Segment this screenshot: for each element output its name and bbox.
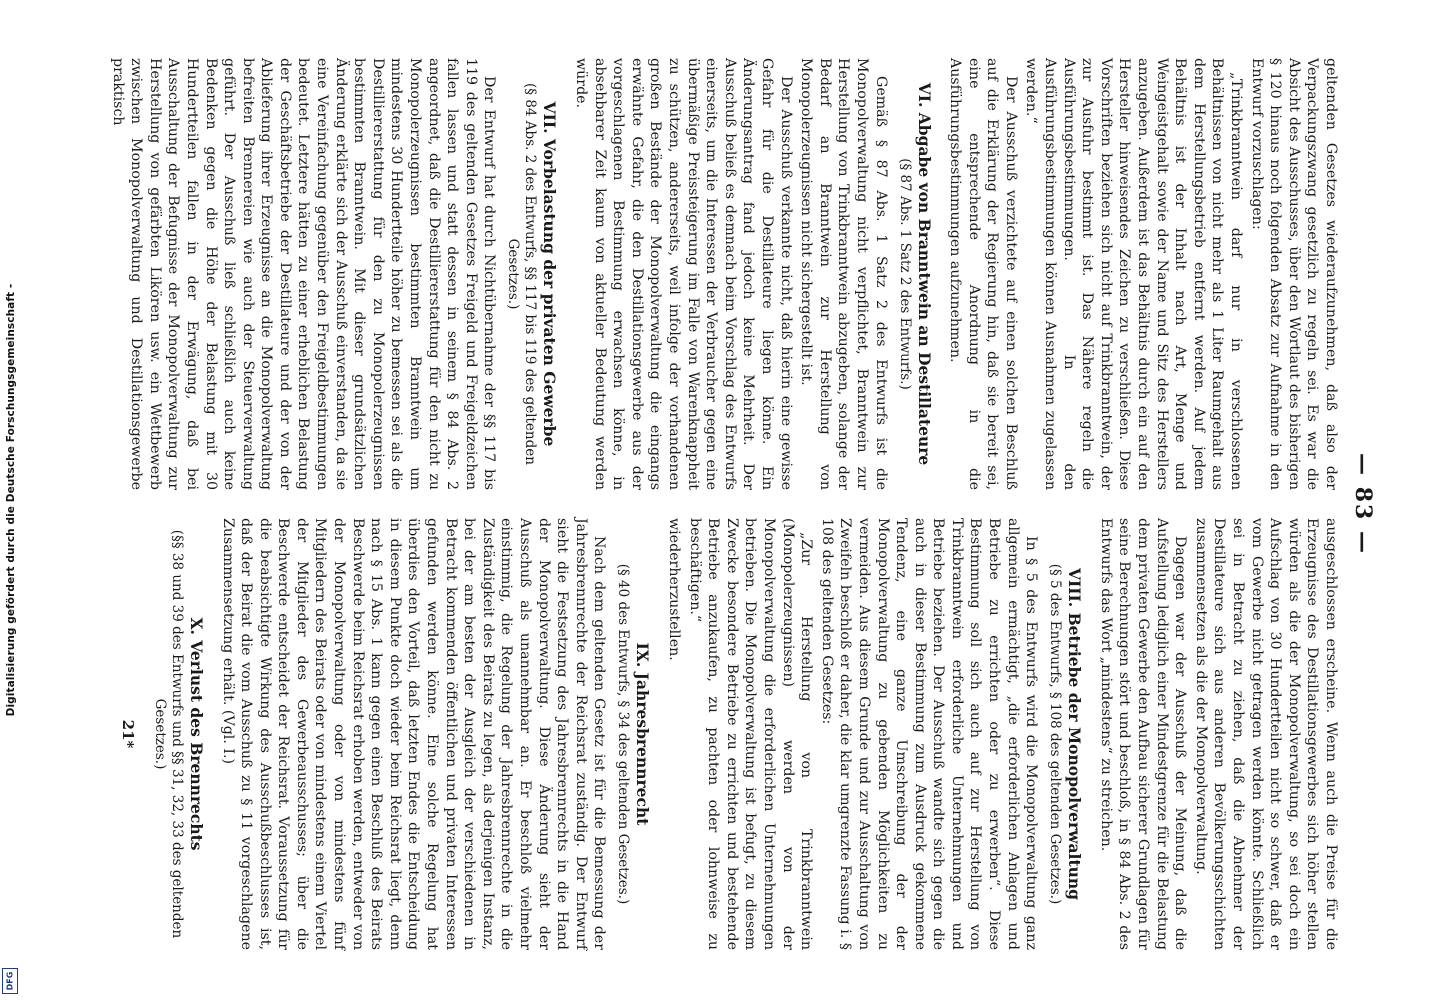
paragraph: Dagegen war der Ausschuß der Meinung, daß die Aufstellung lediglich einer Mindestgrenze für die Belastung dem privaten Gewerbe den Aufbau sicherer Grundlagen für seine Berechnungen stört und beschloß, in § 84 Abs. 2 des Entwurfs das Wort „mindestens“ zu streichen. bbox=[1097, 518, 1189, 950]
printer-signature: 21* bbox=[118, 719, 137, 749]
quote-paragraph: „Zur Herstellung von Trinkbranntwein (Monopolerzeugnissen) werden von der Monopolverwaltung die erforderlichen Unternehmungen betrieben. Die Monopolverwaltung ist befugt, zu diesem Zwecke besondere Betriebe zu errichten und bestehende Betriebe anzukaufen, zu pachten oder lohnweise zu beschäftigen.“ bbox=[686, 518, 815, 950]
section-subheading-viii: (§ 5 des Entwurfs, § 108 des geltenden Gesetzes.) bbox=[1047, 563, 1064, 905]
quote-paragraph: „Trinkbranntwein darf nur in verschlossenen Behältnissen von nicht mehr als 1 Liter Raumgehalt aus dem Herstellungsbetrieb entfernt werden. Auf jedem Behältnis ist der Inhalt nach Art, Menge und Weingeistgehalt sowie der Name und Sitz des Herstellers anzugeben. Außerdem ist das Behältnis durch ein auf den Hersteller hinweisendes Zeichen zu verschließen. Diese Vorschriften beziehen sich nicht auf Trinkbranntwein, der zur Ausfuhr bestimmt ist. Das Nähere regeln die Ausführungsbestimmungen. In den Ausführungsbestimmungen können Ausnahmen zugelassen werden.“ bbox=[1023, 58, 1245, 490]
paragraph: Gemäß § 87 Abs. 1 Satz 2 des Entwurfs ist die Monopolverwaltung nicht verpflichtet, Branntwein zur Herstellung von Trinkbranntwein abzugeben, solange der Bedarf an Branntwein zur Herstellung von Monopolerzeugnissen nicht sichergestellt ist. bbox=[798, 58, 889, 490]
dfg-logo-text: DFG bbox=[5, 971, 15, 991]
section-heading-x: X. Verlust des Brennrechts bbox=[186, 617, 206, 851]
section-subheading-vii: (§ 84 Abs. 2 des Entwurfs, §§ 117 bis 119 des geltenden Gesetzes.) bbox=[505, 83, 539, 465]
section-subheading-vi: (§ 87 Abs. 1 Satz 2 des Entwurfs.) bbox=[896, 158, 913, 390]
paragraph: geltenden Gesetzes wiederaufzunehmen, daß also der Verpackungszwang gesetzlich zu regeln sei. Es war die Absicht des Ausschusses, über den Wortlaut des bisherigen § 120 hinaus noch folgenden Absatz zur Aufnahme in den Entwurf vorzuschlagen: bbox=[1248, 58, 1339, 490]
page-number: — 83 — bbox=[1350, 453, 1376, 555]
section-subheading-ix: (§ 40 des Entwurfs, § 34 des geltenden Gesetzes.) bbox=[615, 563, 632, 905]
paragraph: In § 5 des Entwurfs wird die Monopolverwaltung ganz allgemein ermächtigt, „die erforderlichen Anlagen und Betriebe zu errichten oder zu erwerben“. Diese Bestimmung soll sich auch auf zur Herstellung von Trinkbranntwein erforderliche Unternehmungen und Betriebe beziehen. Der Ausschuß wandte sich gegen die auch in dieser Bestimmung zum Ausdruck gekommene Tendenz, eine ganze Umschreibung der der Monopolverwaltung zu gebenden Möglichkeiten zu vermeiden. Aus diesem Grunde und zur Ausschaltung von Zweifeln beschloß er daher, die klar umgrenzte Fassung i. § 108 des geltenden Gesetzes: bbox=[818, 518, 1040, 950]
right-column bbox=[106, 518, 1340, 950]
text-columns bbox=[106, 58, 1340, 950]
paragraph: Nach dem geltenden Gesetz ist für die Bemessung der Jahresbrennrechte der Reichsrat zuständig. Der Entwurf sieht die Festsetzung des Jahresbrennrechts in die Hand der Monopolverwaltung. Diese Änderung sieht der Ausschuß als unannehmbar an. Er beschloß vielmehr einstimmig, die Regelung der Jahresbrennrechte in die Zuständigkeit des Beirats zu legen, als derjenigen Instanz, bei der am besten der Ausgleich der verschiedenen in Betracht kommenden öffentlichen und privaten Interessen gefunden werden könne. Eine solche Regelung hat überdies den Vorteil, daß letzten Endes die Entscheidung in diesem Punkte doch wieder beim Reichsrat liegt, denn nach § 15 Abs. 1 kann gegen einen Beschluß des Beirats Beschwerde beim Reichsrat erhoben werden, entweder von der Monopolverwaltung oder von mindestens fünf Mitgliedern des Beirats oder von mindestens einem Viertel der Mitglieder des Gewerbeausschusses; über die Beschwerde entscheidet der Reichsrat. Voraussetzung für die beabsichtigte Wirkung des Ausschußbeschlusses ist, daß der Beirat die vom Ausschuß zu § 11 vorgeschlagene Zusammensetzung erhält. (Vgl. I.) bbox=[219, 518, 608, 950]
credit-strip bbox=[0, 0, 22, 1000]
paragraph: wiederherzustellen. bbox=[666, 518, 682, 661]
section-heading-viii: VIII. Betriebe der Monopolverwaltung bbox=[1065, 568, 1085, 900]
left-column bbox=[106, 58, 1340, 490]
credit-text: Digitalisierung gefördert durch die Deutsche Forschungsgemeinschaft - bbox=[5, 283, 17, 717]
paragraph: ausgeschlossen erscheine. Wenn auch die Preise für die Erzeugnisse des Destillationsgewerbes sich höher stellen würden als die der Monopolverwaltung, so sei doch ein Aufschlag von 30 Hundertteilen nicht so schwer, daß er vom Gewerbe nicht getragen werden könnte. Schließlich sei in Betracht zu ziehen, daß die Abnehmer der Destillateure sich aus anderen Bevölkerungsschichten zusammensetzen als die der Monopolverwaltung. bbox=[1192, 518, 1339, 950]
page-frame bbox=[109, 0, 1434, 1000]
scanned-page bbox=[109, 0, 1434, 1000]
section-subheading-x: (§§ 38 und 39 des Entwurfs und §§ 31, 32, 33 des geltenden Gesetzes.) bbox=[151, 529, 185, 939]
paragraph: Der Ausschuß verkannte nicht, daß hierin eine gewisse Gefahr für die Destillateure liegen könne. Ein Änderungsantrag fand jedoch keine Mehrheit. Der Ausschuß beließ es demnach beim Vorschlag des Entwurfs einerseits, um die Interessen der Verbraucher gegen eine übermäßige Preissteigerung im Falle von Warenknappheit zu schützen, andererseits, weil infolge der vorhandenen großen Bestände der Monopolverwaltung die eingangs erwähnte Gefahr, die den Destillationsgewerbe aus der vorgeschlagenen Bestimmung erwachsen könne, in absehbarer Zeit kaum von aktueller Bedeutung werden würde. bbox=[573, 58, 794, 490]
section-heading-vii: VII. Vorbelastung der privaten Gewerbe bbox=[540, 101, 560, 447]
section-heading-ix: IX. Jahresbrennrecht bbox=[633, 642, 653, 826]
paragraph: Der Ausschuß verzichtete auf einen solchen Beschluß auf die Erklärung der Regierung hin, daß sie bereit sei, eine entsprechende Anordnung in die Ausführungsbestimmungen aufzunehmen. bbox=[947, 58, 1019, 490]
section-heading-vi: VI. Abgabe von Branntwein an Destillateure bbox=[914, 82, 934, 466]
dfg-logo bbox=[2, 968, 18, 994]
paragraph: Der Entwurf hat durch Nichtübernahme der §§ 117 bis 119 des geltenden Gesetzes Freigeld und Freigeldzeichen fallen lassen und statt dessen in seinem § 84 Abs. 2 angeordnet, daß die Destilliererstattung für den nicht zu Monopolerzeugnissen bestimmten Branntwein um mindestens 30 Hundertteile höher zu bemessen sei als die Destilliererstattung für den zu Monopolerzeugnissen bestimmten Branntwein. Mit dieser grundsätzlichen Änderung erklärte sich der Ausschuß einverstanden, da sie eine Vereinfachung gegenüber den Freigeldbestimmungen bedeutet. Letztere hätten zu einer erheblichen Belastung der Geschäftsbetriebe der Destillateure und der von der Ablieferung ihrer Erzeugnisse an die Monopolverwaltung befreiten Brennereien wie auch der Steuerverwaltung geführt. Der Ausschuß ließ schließlich auch keine Bedenken gegen die Höhe der Belastung mit 30 Hundertteilen fallen in der Erwägung, daß bei Ausschaltung der Befugnisse der Monopolverwaltung zur Herstellung von gefärbten Likören usw. ein Wettbewerb zwischen Monopolverwaltung und Destillationsgewerbe praktisch bbox=[109, 58, 498, 490]
